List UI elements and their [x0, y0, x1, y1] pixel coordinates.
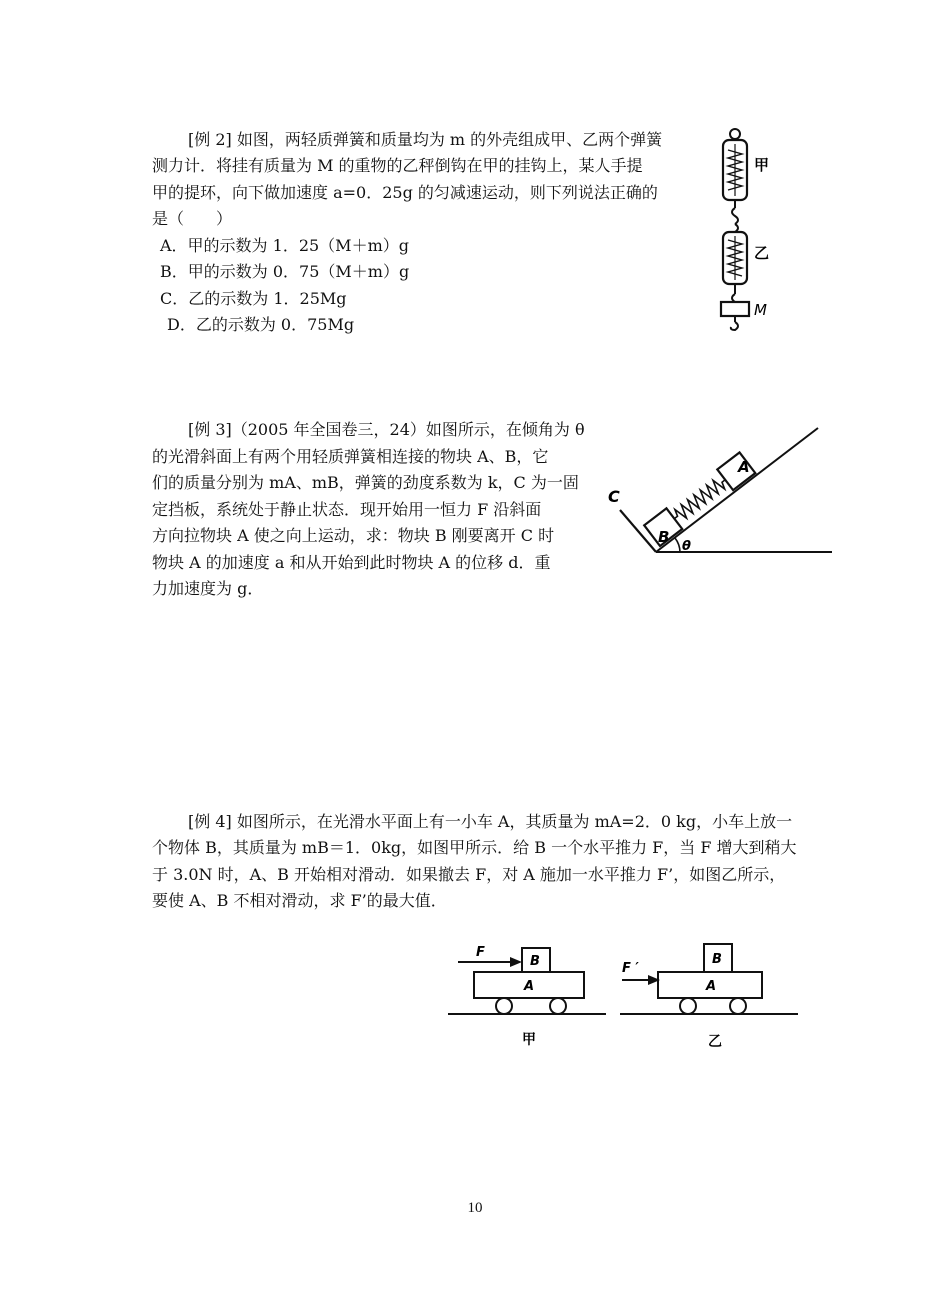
cart-figure-jia — [446, 936, 611, 1054]
label-B: B — [712, 952, 722, 967]
example-4-line-2: 个物体 B，其质量为 mB＝1．0kg，如图甲所示．给 B 一个水平推力 F，当 F 增大到稍大 — [152, 838, 797, 857]
example-3-line-2: 的光滑斜面上有两个用轻质弹簧相连接的物块 A、B，它 — [152, 447, 549, 466]
example-2-option-b: B．甲的示数为 0．75（M＋m）g — [160, 262, 410, 281]
example-2-option-c: C．乙的示数为 1．25Mg — [160, 289, 347, 308]
example-3-line-7: 力加速度为 g． — [152, 579, 264, 598]
example-2-line-3: 甲的提环，向下做加速度 a=0．25g 的匀减速运动，则下列说法正确的 — [152, 183, 658, 202]
example-3-line-4: 定挡板，系统处于静止状态．现开始用一恒力 F 沿斜面 — [152, 500, 542, 519]
example-2-line-2: 测力计．将挂有质量为 M 的重物的乙秤倒钩在甲的挂钩上，某人手提 — [152, 156, 643, 175]
example-3-line-5: 方向拉物块 A 使之向上运动，求：物块 B 刚要离开 C 时 — [152, 526, 555, 545]
label-F-prime: F ′ — [622, 961, 639, 976]
label-A: A — [738, 458, 750, 476]
label-B: B — [658, 528, 670, 546]
example-3-line-1: [例 3]（2005 年全国卷三，24）如图所示，在倾角为 θ — [188, 420, 585, 439]
example-3-line-6: 物块 A 的加速度 a 和从开始到此时物块 A 的位移 d．重 — [152, 553, 551, 572]
caption-jia: 甲 — [522, 1032, 536, 1048]
label-F: F — [476, 945, 485, 960]
label-theta: θ — [682, 539, 691, 554]
example-4-line-4: 要使 A、B 不相对滑动，求 F’的最大值． — [152, 891, 447, 910]
example-2-line-4: 是（ ） — [152, 209, 233, 228]
cart-figure-yi — [618, 936, 803, 1054]
example-2-option-d: D．乙的示数为 0．75Mg — [167, 315, 355, 334]
example-3-line-3: 们的质量分别为 mA、mB，弹簧的劲度系数为 k，C 为一固 — [152, 473, 579, 492]
incline-figure — [600, 420, 840, 560]
example-2-line-1: [例 2] 如图，两轻质弹簧和质量均为 m 的外壳组成甲、乙两个弹簧 — [188, 130, 663, 149]
label-M: M — [754, 301, 767, 319]
page-number: 10 — [467, 1200, 483, 1216]
caption-yi: 乙 — [708, 1034, 722, 1050]
label-C: C — [608, 487, 620, 506]
example-4-line-3: 于 3.0N 时，A、B 开始相对滑动．如果撤去 F，对 A 施加一水平推力 F’，如图乙所示， — [152, 865, 786, 884]
label-A: A — [524, 979, 535, 994]
example-4-line-1: [例 4] 如图所示，在光滑水平面上有一小车 A，其质量为 mA=2．0 kg，小车上放一 — [188, 812, 793, 831]
label-B: B — [530, 954, 540, 969]
example-2-option-a: A．甲的示数为 1．25（M＋m）g — [160, 236, 409, 255]
spring-scale-figure — [712, 126, 782, 336]
label-jia: 甲 — [754, 156, 770, 174]
label-A: A — [706, 979, 717, 994]
label-yi: 乙 — [754, 244, 770, 262]
